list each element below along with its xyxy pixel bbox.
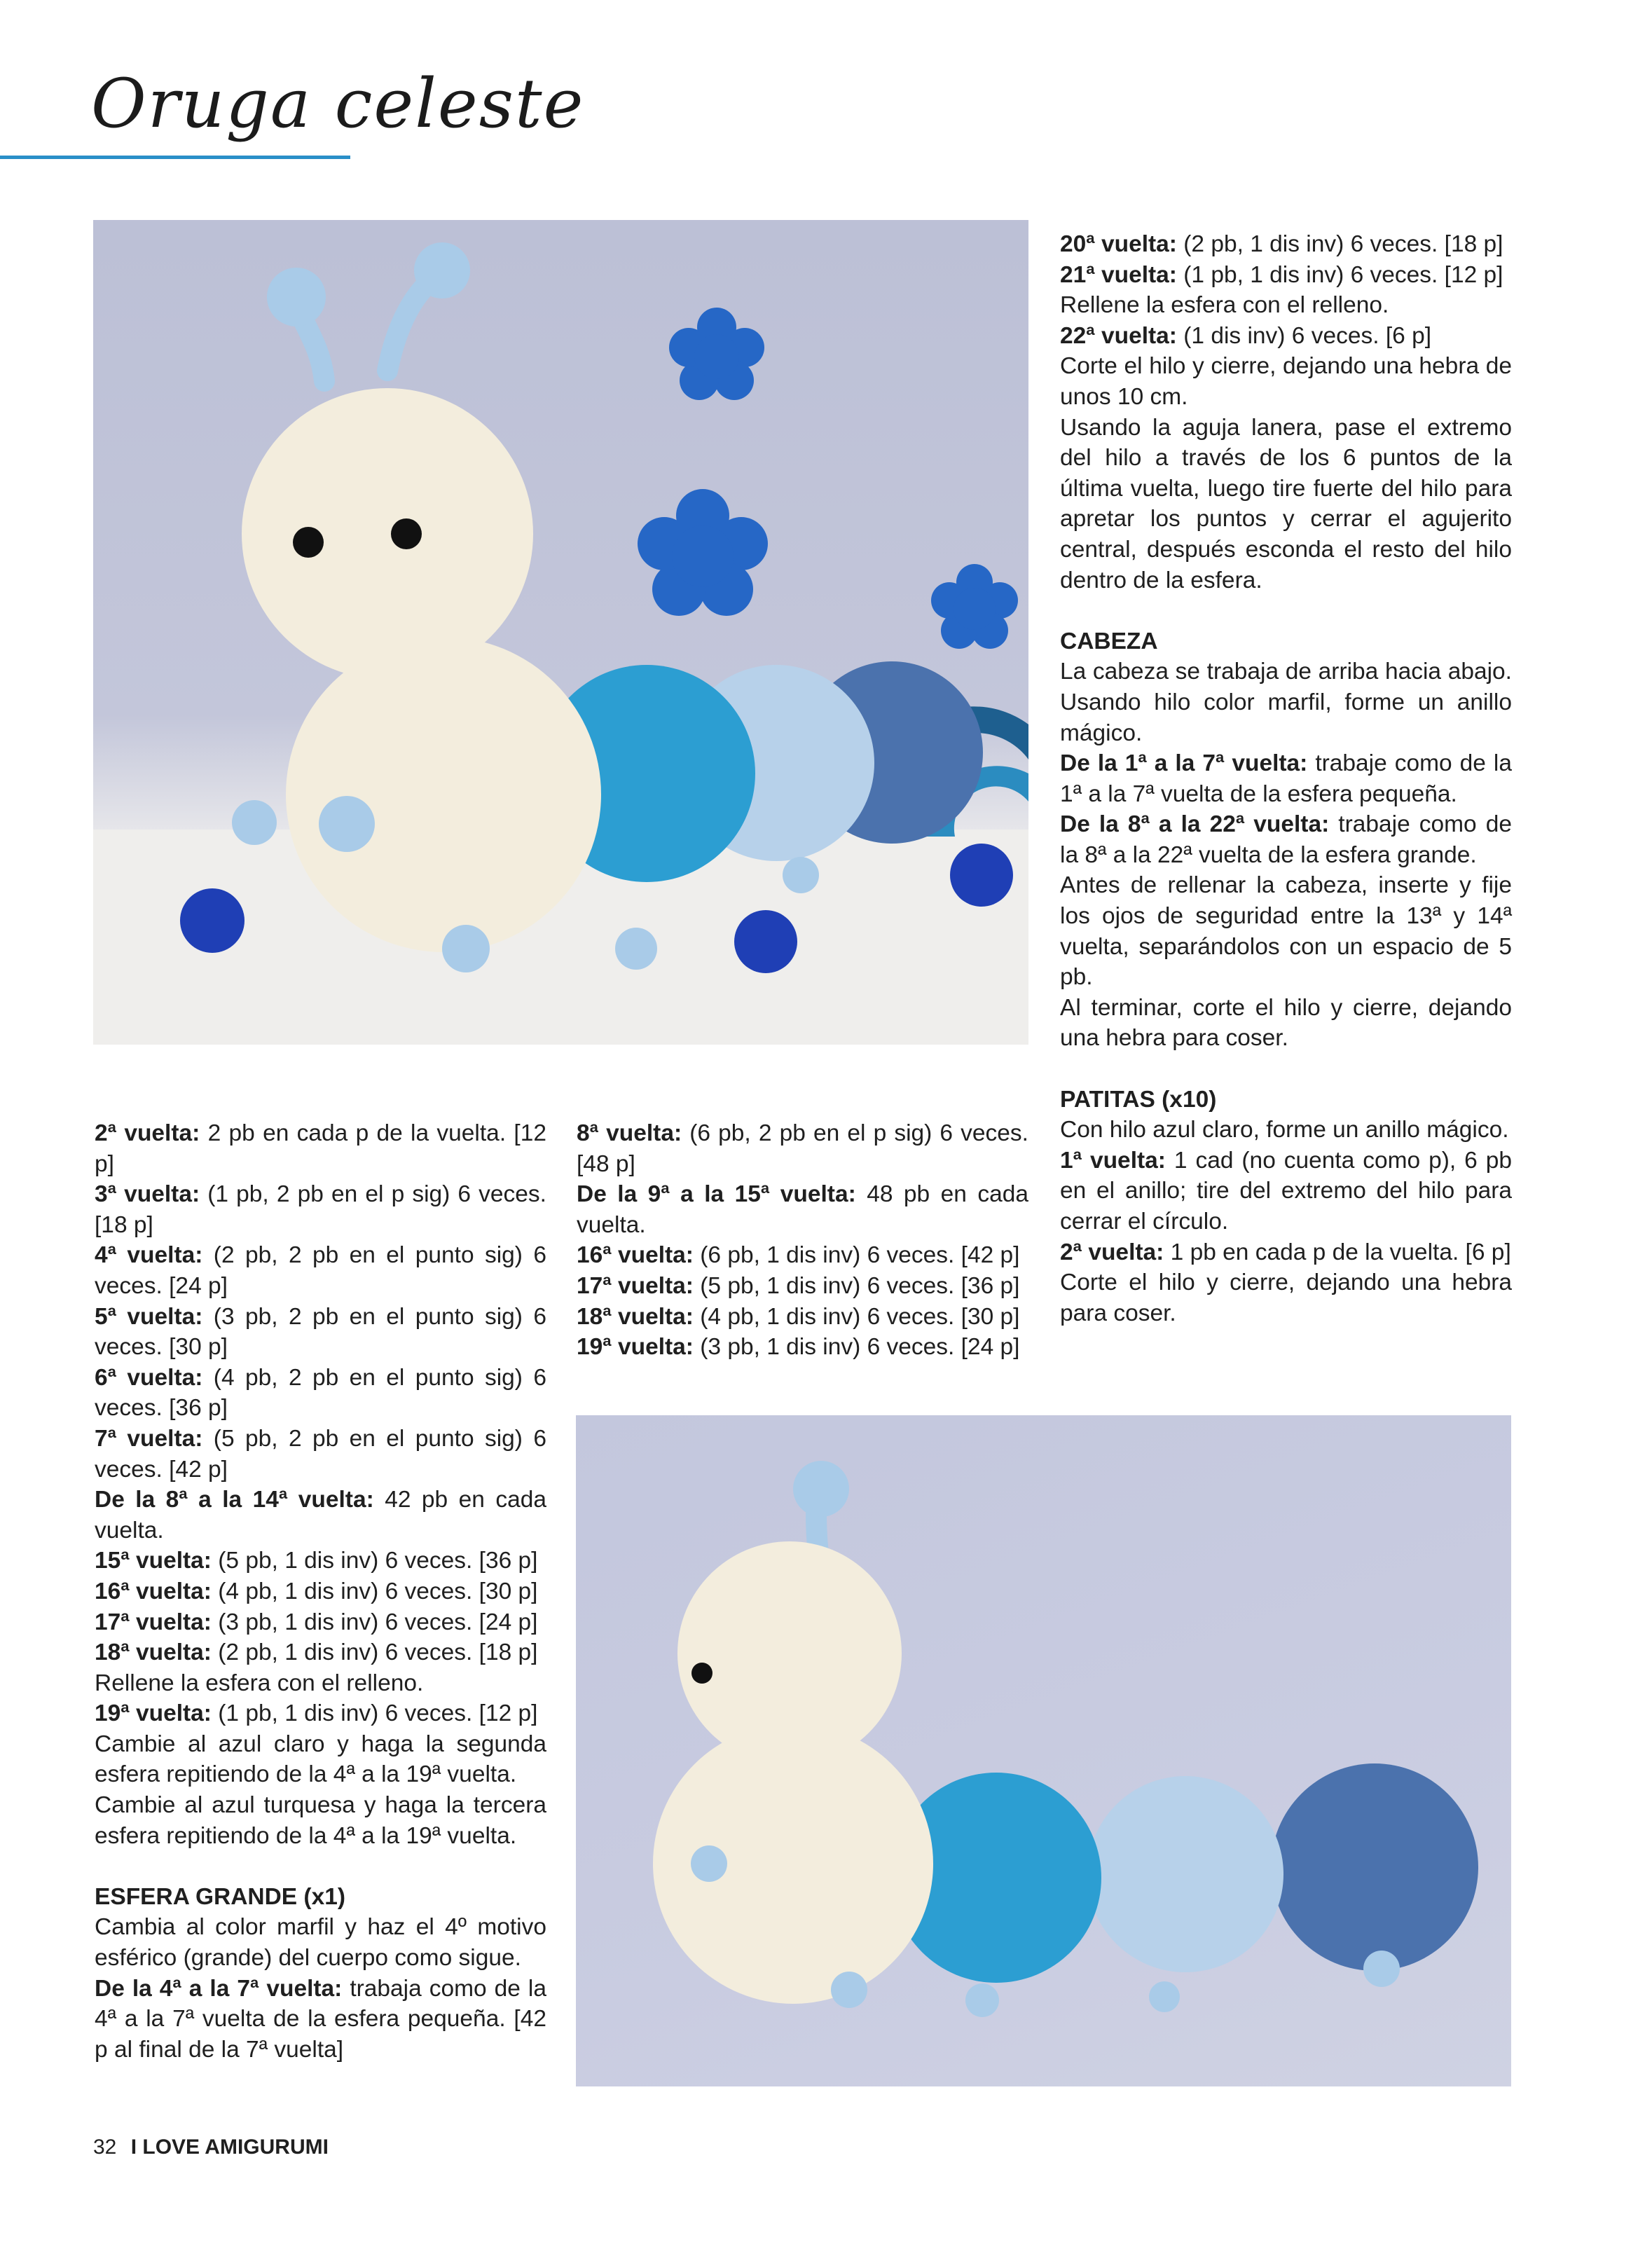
instruction-label: 3ª vuelta: (95, 1181, 200, 1208)
instruction-paragraph (95, 1179, 546, 1240)
instruction-paragraph (95, 1637, 546, 1668)
instruction-paragraph (95, 1576, 546, 1607)
instruction-text: 2 pb en cada p de la vuelta. [12 p] (95, 1120, 546, 1177)
instruction-paragraph (1060, 1267, 1512, 1328)
instruction-label: ESFERA GRANDE (x1) (95, 1883, 345, 1910)
title-underline (0, 156, 350, 159)
instruction-text: trabaje como de la 8ª a la 22ª vuelta de la esfera grande. (1060, 811, 1512, 868)
instruction-paragraph (95, 1302, 546, 1363)
instruction-label: 18ª vuelta: (577, 1303, 694, 1330)
instruction-text: La cabeza se trabaja de arriba hacia abajo. Usando hilo color marfil, forme un anillo mágico. (1060, 659, 1512, 746)
page-number: 32 (93, 2136, 117, 2159)
instruction-text: (1 pb, 1 dis inv) 6 veces. [12 p] (1176, 261, 1503, 288)
instruction-label: 4ª vuelta: (95, 1242, 203, 1269)
instruction-text: (3 pb, 1 dis inv) 6 veces. [24 p] (211, 1609, 538, 1635)
instruction-label: 18ª vuelta: (95, 1639, 212, 1666)
instruction-label: 7ª vuelta: (95, 1425, 203, 1452)
instruction-text: (2 pb, 1 dis inv) 6 veces. [18 p] (1176, 231, 1503, 257)
instruction-text: (6 pb, 2 pb en el p sig) 6 veces. [48 p] (577, 1120, 1028, 1177)
instruction-paragraph (95, 1485, 546, 1546)
instruction-paragraph (95, 1974, 546, 2065)
instruction-paragraph (1060, 656, 1512, 748)
instruction-label: 20ª vuelta: (1060, 231, 1177, 257)
instruction-text: (5 pb, 2 pb en el punto sig) 6 veces. [42 p] (95, 1425, 546, 1483)
instruction-text: Antes de rellenar la cabeza, inserte y fije los ojos de seguridad entre la 13ª y 14ª vuelta, separándolos con un espacio de 5 pb. (1060, 872, 1512, 991)
text-column-3 (1060, 229, 1512, 1328)
instruction-paragraph (95, 1240, 546, 1301)
instruction-text: (1 pb, 1 dis inv) 6 veces. [12 p] (211, 1700, 538, 1727)
instruction-paragraph (1060, 351, 1512, 412)
instruction-paragraph (1060, 626, 1512, 657)
instruction-label: 2ª vuelta: (1060, 1239, 1164, 1265)
page-footer (93, 2136, 329, 2159)
instruction-paragraph (1060, 1085, 1512, 1115)
instruction-paragraph (1060, 290, 1512, 321)
instruction-paragraph (95, 1882, 546, 1913)
instruction-paragraph (577, 1240, 1028, 1271)
instruction-text: Cambie al azul turquesa y haga la tercera esfera repitiendo de la 4ª a la 19ª vuelta. (95, 1792, 546, 1849)
instruction-text: (1 dis inv) 6 veces. [6 p] (1176, 322, 1432, 349)
instruction-text: (3 pb, 2 pb en el punto sig) 6 veces. [30 p] (95, 1303, 546, 1361)
instruction-text: Corte el hilo y cierre, dejando una hebra de unos 10 cm. (1060, 353, 1512, 410)
instruction-label: 8ª vuelta: (577, 1120, 682, 1146)
instruction-paragraph (95, 1790, 546, 1851)
instruction-label: 22ª vuelta: (1060, 322, 1177, 349)
instruction-paragraph (95, 1546, 546, 1576)
instruction-text: Usando la aguja lanera, pase el extremo del hilo a través de los 6 puntos de la última vuelta, luego tire fuerte del hilo para apretar los puntos y cerrar el agujerito central, después esconda el resto del hilo dentro de la esfera. (1060, 414, 1512, 593)
instruction-text: 48 pb en cada vuelta. (577, 1181, 1028, 1238)
instruction-paragraph (577, 1271, 1028, 1302)
instruction-text: Rellene la esfera con el relleno. (1060, 292, 1389, 319)
photo-caterpillar-standing (93, 220, 1028, 1045)
instruction-label: 1ª vuelta: (1060, 1147, 1166, 1174)
instruction-paragraph (1060, 1237, 1512, 1268)
instruction-label: CABEZA (1060, 628, 1158, 654)
instruction-label: 17ª vuelta: (95, 1609, 212, 1635)
instruction-label: 21ª vuelta: (1060, 261, 1177, 288)
instruction-text: 1 pb en cada p de la vuelta. [6 p] (1164, 1239, 1511, 1265)
instruction-paragraph (95, 1912, 546, 1973)
instruction-paragraph (577, 1118, 1028, 1179)
instruction-text: (6 pb, 1 dis inv) 6 veces. [42 p] (693, 1242, 1020, 1269)
instruction-text: trabaja como de la 4ª a la 7ª vuelta de la esfera pequeña. [42 p al final de la 7ª vuelta] (95, 1975, 546, 2063)
instruction-paragraph (577, 1179, 1028, 1240)
instruction-text: Cambia al color marfil y haz el 4º motivo esférico (grande) del cuerpo como sigue. (95, 1914, 546, 1972)
instruction-label: 19ª vuelta: (577, 1334, 694, 1361)
instruction-label: 5ª vuelta: (95, 1303, 203, 1330)
instruction-paragraph (95, 1363, 546, 1424)
instruction-paragraph (1060, 748, 1512, 809)
instruction-text: 42 pb en cada vuelta. (95, 1487, 546, 1543)
instruction-text: (5 pb, 1 dis inv) 6 veces. [36 p] (693, 1272, 1020, 1299)
photo-caterpillar-lying (576, 1415, 1511, 2086)
instruction-paragraph (95, 1729, 546, 1790)
instruction-label: De la 8ª a la 14ª vuelta: (95, 1487, 374, 1513)
instruction-paragraph (95, 1607, 546, 1638)
instruction-paragraph (95, 1668, 546, 1699)
instruction-label: 6ª vuelta: (95, 1364, 203, 1391)
instruction-paragraph (1060, 809, 1512, 870)
instruction-text: (4 pb, 1 dis inv) 6 veces. [30 p] (693, 1303, 1020, 1330)
instruction-text: (4 pb, 2 pb en el punto sig) 6 veces. [36 p] (95, 1364, 546, 1422)
paragraph-gap (1060, 1054, 1512, 1085)
paragraph-gap (1060, 596, 1512, 626)
instruction-label: De la 8ª a la 22ª vuelta: (1060, 811, 1330, 838)
instruction-paragraph (1060, 229, 1512, 260)
text-column-1 (95, 1118, 546, 2065)
instruction-text: Cambie al azul claro y haga la segunda esfera repitiendo de la 4ª a la 19ª vuelta. (95, 1731, 546, 1788)
instruction-paragraph (1060, 321, 1512, 352)
instruction-label: 15ª vuelta: (95, 1548, 212, 1574)
instruction-text: 1 cad (no cuenta como p), 6 pb en el anillo; tire del extremo del hilo para cerrar el círculo. (1060, 1147, 1512, 1235)
instruction-paragraph (1060, 413, 1512, 596)
instruction-paragraph (1060, 870, 1512, 992)
instruction-paragraph (95, 1424, 546, 1485)
instruction-text: Rellene la esfera con el relleno. (95, 1670, 424, 1696)
instruction-label: 16ª vuelta: (577, 1242, 694, 1269)
instruction-label: De la 4ª a la 7ª vuelta: (95, 1975, 343, 2002)
paragraph-gap (95, 1851, 546, 1882)
text-column-2 (577, 1118, 1028, 1363)
page-title: Oruga celeste (91, 64, 585, 143)
instruction-paragraph (1060, 260, 1512, 291)
instruction-label: 19ª vuelta: (95, 1700, 212, 1727)
instruction-text: (1 pb, 2 pb en el p sig) 6 veces. [18 p] (95, 1181, 546, 1238)
instruction-text: Corte el hilo y cierre, dejando una hebra para coser. (1060, 1270, 1512, 1326)
instruction-label: De la 1ª a la 7ª vuelta: (1060, 750, 1308, 777)
instruction-label: PATITAS (x10) (1060, 1086, 1217, 1113)
instruction-text: Con hilo azul claro, forme un anillo mágico. (1060, 1117, 1509, 1143)
instruction-paragraph (95, 1698, 546, 1729)
instruction-label: 16ª vuelta: (95, 1578, 212, 1604)
instruction-paragraph (1060, 1146, 1512, 1237)
instruction-label: De la 9ª a la 15ª vuelta: (577, 1181, 856, 1208)
instruction-text: trabaje como de la 1ª a la 7ª vuelta de la esfera pequeña. (1060, 750, 1512, 807)
instruction-text: (2 pb, 1 dis inv) 6 veces. [18 p] (211, 1639, 538, 1666)
instruction-text: Al terminar, corte el hilo y cierre, dejando una hebra para coser. (1060, 994, 1512, 1052)
instruction-paragraph (577, 1332, 1028, 1363)
instruction-text: (2 pb, 2 pb en el punto sig) 6 veces. [24 p] (95, 1242, 546, 1299)
instruction-text: (3 pb, 1 dis inv) 6 veces. [24 p] (693, 1334, 1020, 1361)
instruction-paragraph (577, 1302, 1028, 1333)
instruction-paragraph (95, 1118, 546, 1179)
instruction-text: (5 pb, 1 dis inv) 6 veces. [36 p] (211, 1548, 538, 1574)
instruction-text: (4 pb, 1 dis inv) 6 veces. [30 p] (211, 1578, 538, 1604)
instruction-paragraph (1060, 1115, 1512, 1146)
instruction-paragraph (1060, 993, 1512, 1054)
instruction-label: 2ª vuelta: (95, 1120, 200, 1146)
magazine-name: I LOVE AMIGURUMI (130, 2136, 329, 2159)
instruction-label: 17ª vuelta: (577, 1272, 694, 1299)
